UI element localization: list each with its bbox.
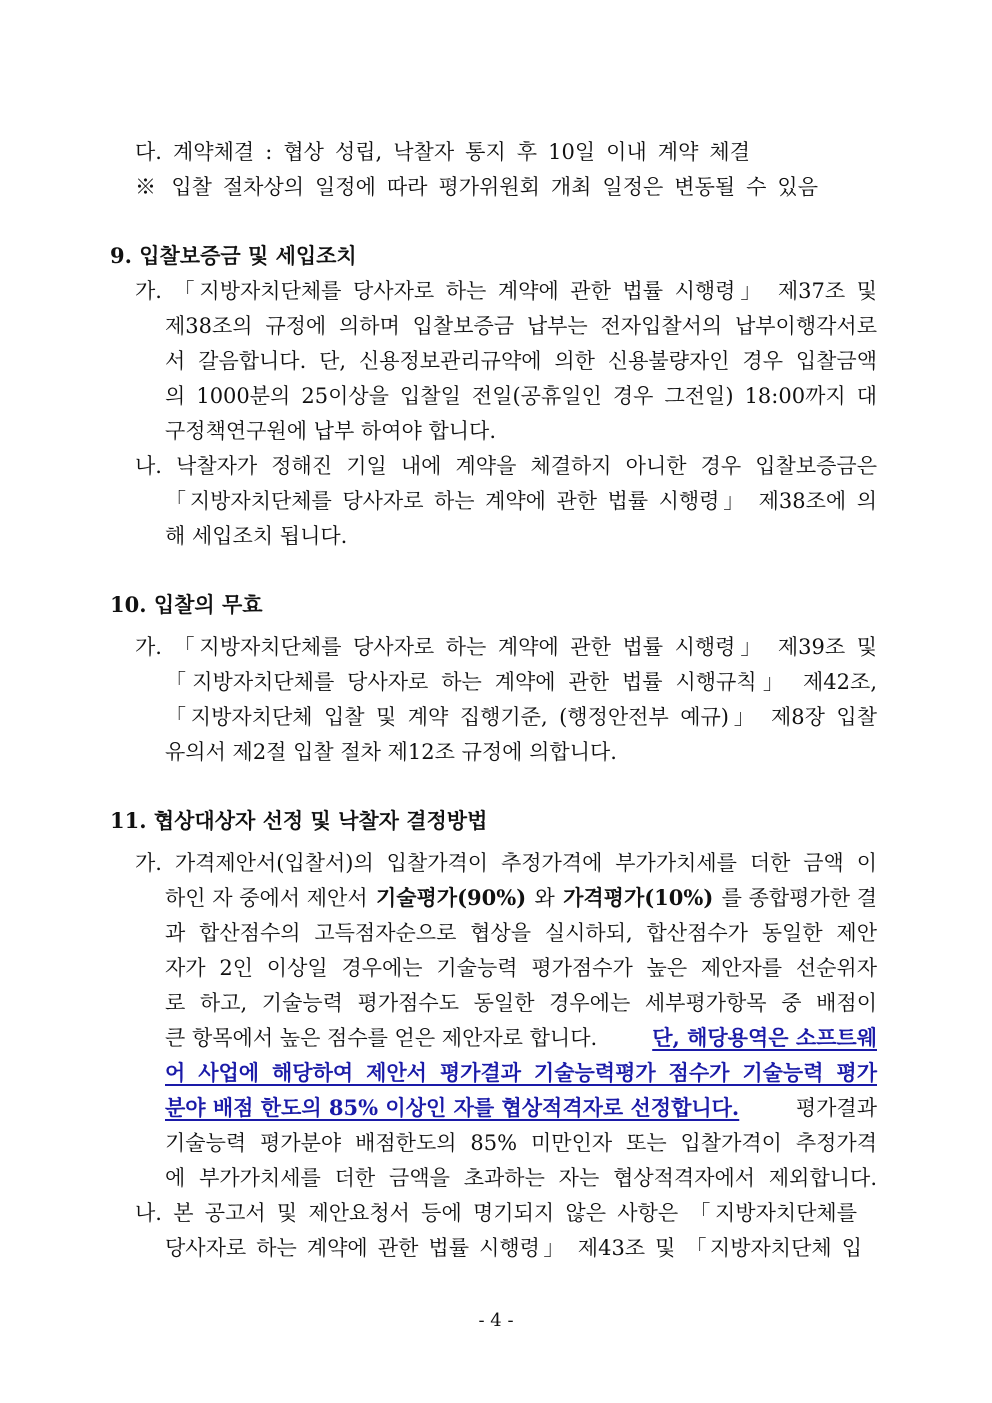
section-11-heading: 11. 협상대상자 선정 및 낙찰자 결정방법 (110, 808, 488, 833)
s11-ga-line-2 (165, 884, 877, 912)
s11-ga-line-4: 자가 2인 이상일 경우에는 기술능력 평가점수가 높은 제안자를 선순위자 (165, 956, 877, 980)
tech-eval-weight: 기술평가(90%) (375, 885, 527, 910)
s11-na-line-1: 나. 본 공고서 및 제안요청서 등에 명기되지 않은 사항은 「지방자치단체를 (135, 1201, 857, 1225)
s11-ga-line-6-a: 큰 항목에서 높은 점수를 얻은 제안자로 합니다. (165, 1026, 598, 1050)
sw-qualification-text-2: 어 사업에 해당하여 제안서 평가결과 기술능력평가 점수가 기술능력 평가 (165, 1060, 877, 1085)
s9-ga-line-2: 제38조의 규정에 의하며 입찰보증금 납부는 전자입찰서의 납부이행각서로 (165, 314, 877, 338)
s11-ga-line-8-b: 평가결과 (795, 1096, 877, 1120)
s11-ga-line-5: 로 하고, 기술능력 평가점수도 동일한 경우에는 세부평가항목 중 배점이 (165, 991, 877, 1015)
s11-ga-line-3: 과 합산점수의 고득점자순으로 협상을 실시하되, 합산점수가 동일한 제안 (165, 921, 877, 945)
s11-na-line-2: 당사자로 하는 계약에 관한 법률 시행령」 제43조 및 「지방자치단체 입 (165, 1236, 862, 1260)
s9-ga-line-3: 서 갈음합니다. 단, 신용정보관리규약에 의한 신용불량자인 경우 입찰금액 (165, 349, 877, 373)
s11-ga-line-2-e: 를 종합평가한 결 (721, 886, 877, 910)
s9-ga-line-5: 구정책연구원에 납부 하여야 합니다. (165, 419, 496, 443)
s9-na-line-1: 나. 낙찰자가 정해진 기일 내에 계약을 체결하지 아니한 경우 입찰보증금은 (135, 454, 877, 478)
s9-na-line-3: 해 세입조치 됩니다. (165, 524, 348, 548)
s11-ga-line-1: 가. 가격제안서(입찰서)의 입찰가격이 추정가격에 부가가치세를 더한 금액 이 (135, 851, 877, 875)
s11-ga-line-10: 에 부가가치세를 더한 금액을 초과하는 자는 협상적격자에서 제외합니다. (165, 1166, 877, 1190)
sw-qualification-text-3: 분야 배점 한도의 85% 이상인 자를 협상적격자로 선정합니다. (165, 1095, 740, 1120)
s11-ga-line-6 (165, 1024, 877, 1052)
s9-ga-line-1: 가. 「지방자치단체를 당사자로 하는 계약에 관한 법률 시행령」 제37조 및 (135, 279, 877, 303)
section-9-heading: 9. 입찰보증금 및 세입조치 (110, 243, 357, 268)
s11-ga-line-2-a: 하인 자 중에서 제안서 (165, 886, 368, 910)
contract-signing-line: 다. 계약체결 : 협상 성립, 낙찰자 통지 후 10일 이내 계약 체결 (135, 140, 750, 164)
schedule-note: ※ 입찰 절차상의 일정에 따라 평가위원회 개최 일정은 변동될 수 있음 (135, 175, 818, 199)
s11-ga-line-8 (165, 1094, 877, 1122)
sw-qualification-text-1: 단, 해당용역은 소프트웨 (652, 1025, 877, 1050)
s9-ga-line-4: 의 1000분의 25이상을 입찰일 전일(공휴일인 경우 그전일) 18:00까지 대 (165, 384, 877, 408)
price-eval-weight: 가격평가(10%) (563, 885, 714, 910)
s10-ga-line-2: 「지방자치단체를 당사자로 하는 계약에 관한 법률 시행규칙」 제42조, (165, 670, 877, 694)
s9-na-line-2: 「지방자치단체를 당사자로 하는 계약에 관한 법률 시행령」 제38조에 의 (165, 489, 877, 513)
s11-ga-line-9: 기술능력 평가분야 배점한도의 85% 미만인자 또는 입찰가격이 추정가격 (165, 1131, 877, 1155)
page-number: - 4 - (478, 1310, 514, 1331)
s10-ga-line-4: 유의서 제2절 입찰 절차 제12조 규정에 의합니다. (165, 740, 617, 764)
s11-ga-line-2-c: 와 (534, 886, 555, 910)
section-10-heading: 10. 입찰의 무효 (110, 592, 263, 617)
s10-ga-line-3: 「지방자치단체 입찰 및 계약 집행기준, (행정안전부 예규)」 제8장 입찰 (165, 705, 877, 729)
s10-ga-line-1: 가. 「지방자치단체를 당사자로 하는 계약에 관한 법률 시행령」 제39조 및 (135, 635, 877, 659)
